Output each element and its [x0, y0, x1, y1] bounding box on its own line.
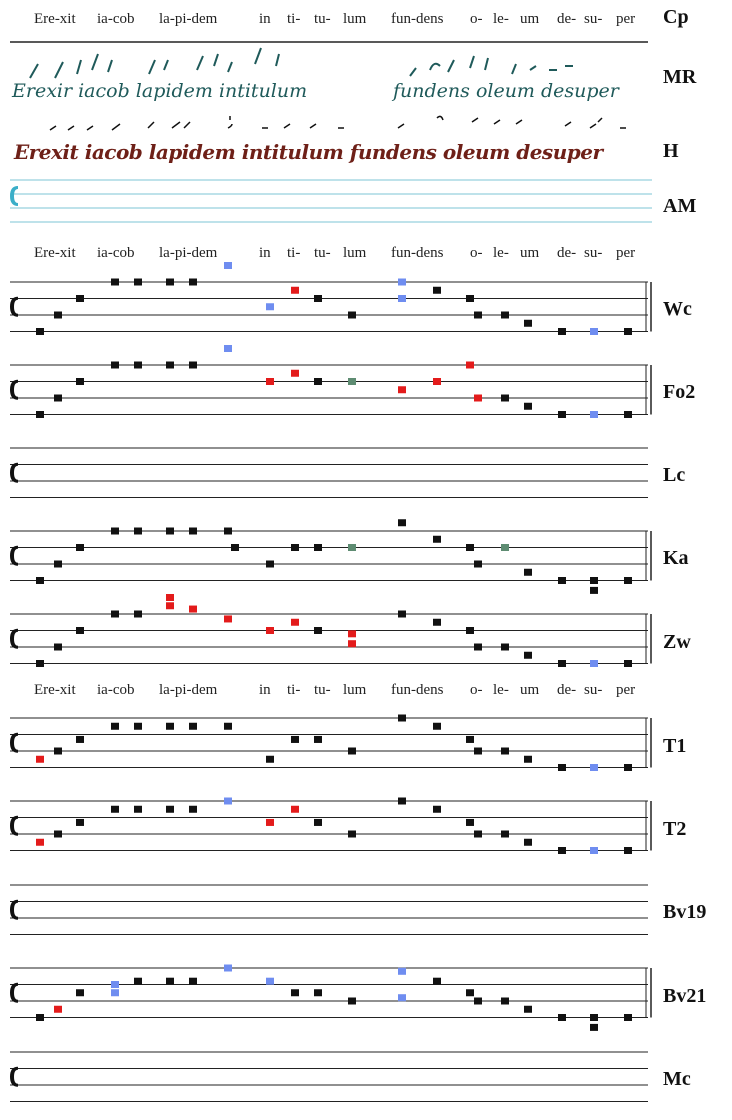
neume-note [466, 736, 474, 743]
neume-note [474, 998, 482, 1005]
neume-note [111, 362, 119, 369]
neume-note [36, 1014, 44, 1021]
neume-note [134, 362, 142, 369]
row-label-mr: MR [663, 66, 697, 88]
neume-note [501, 998, 509, 1005]
syllable: tu- [314, 682, 331, 698]
syllable: lum [343, 245, 367, 261]
syllable: tu- [314, 245, 331, 261]
neume-note [36, 328, 44, 335]
neume-note [348, 312, 356, 319]
neume-note [348, 748, 356, 755]
neume-note [501, 544, 509, 551]
neume-note [433, 978, 441, 985]
neume-note [36, 411, 44, 418]
syllable: o- [470, 682, 483, 698]
neume-note [54, 395, 62, 402]
neume-note [111, 528, 119, 535]
neume-note [166, 602, 174, 609]
syllable: su- [584, 682, 603, 698]
neume-note [501, 748, 509, 755]
neume-note [189, 978, 197, 985]
neume-note [590, 328, 598, 335]
neume-note [466, 819, 474, 826]
syllable: ia-cob [97, 11, 135, 27]
mr-manuscript-text-b: fundens oleum desuper [393, 80, 619, 102]
neume-note [348, 998, 356, 1005]
neume-note [166, 528, 174, 535]
neume-note [348, 640, 356, 647]
row-label-t2: T2 [663, 818, 687, 840]
neume-note [398, 519, 406, 526]
row-label-bv19: Bv19 [663, 901, 707, 923]
neume-note [76, 295, 84, 302]
neume-note [266, 756, 274, 763]
neume-note [433, 723, 441, 730]
neume-note [624, 411, 632, 418]
syllable: le- [493, 682, 509, 698]
neume-note [76, 819, 84, 826]
neume-note [134, 806, 142, 813]
neume-note [54, 831, 62, 838]
neume-note [291, 736, 299, 743]
neume-note [466, 362, 474, 369]
syllable: ia-cob [97, 245, 135, 261]
row-label-bv21: Bv21 [663, 985, 707, 1007]
syllable: um [520, 245, 540, 261]
neume-note [590, 411, 598, 418]
neume-note [590, 1014, 598, 1021]
neume-note [111, 611, 119, 618]
neume-note [291, 619, 299, 626]
neume-note [624, 847, 632, 854]
neume-note [466, 544, 474, 551]
neume-note [474, 644, 482, 651]
syllable: Ere-xit [34, 245, 76, 261]
neume-note [291, 989, 299, 996]
neume-note [474, 395, 482, 402]
syllable: de- [557, 682, 577, 698]
neume-note [474, 831, 482, 838]
neume-note [558, 847, 566, 854]
row-label-wc: Wc [663, 298, 692, 320]
neume-note [224, 965, 232, 972]
neume-note [266, 378, 274, 385]
neume-note [111, 989, 119, 996]
syllable: de- [557, 11, 577, 27]
neume-note [398, 798, 406, 805]
clef-icon [10, 297, 18, 317]
syllable: la-pi-dem [159, 245, 218, 261]
neume-note [134, 611, 142, 618]
neume-note [474, 312, 482, 319]
neume-note [314, 295, 322, 302]
neume-note [166, 723, 174, 730]
syllable: ti- [287, 682, 301, 698]
clef-icon [10, 816, 18, 836]
syllable: o- [470, 11, 483, 27]
neume-note [524, 320, 532, 327]
neume-note [76, 378, 84, 385]
neume-note [501, 395, 509, 402]
clef-icon [10, 1067, 18, 1087]
neume-note [54, 644, 62, 651]
neume-note [36, 756, 44, 763]
neume-note [558, 577, 566, 584]
syllable: su- [584, 11, 603, 27]
neume-note [36, 660, 44, 667]
neume-note [314, 378, 322, 385]
h-neumes [50, 116, 626, 130]
neume-note [189, 362, 197, 369]
syllable: le- [493, 245, 509, 261]
h-manuscript-text: Erexit iacob lapidem intitulum fundens oleum desuper [14, 140, 603, 164]
syllable: Ere-xit [34, 682, 76, 698]
neume-note [558, 1014, 566, 1021]
neume-note [76, 736, 84, 743]
neume-note [36, 577, 44, 584]
syllable: um [520, 11, 540, 27]
neume-note [590, 847, 598, 854]
clef-icon [10, 380, 18, 400]
neume-note [314, 989, 322, 996]
syllable: ti- [287, 245, 301, 261]
neume-note [348, 544, 356, 551]
neume-note [189, 279, 197, 286]
neume-note [291, 370, 299, 377]
neume-note [291, 544, 299, 551]
row-label-fo2: Fo2 [663, 381, 696, 403]
mr-neume-strokes [30, 48, 573, 78]
syllable: per [616, 11, 636, 27]
neume-note [398, 611, 406, 618]
neume-note [501, 312, 509, 319]
syllable: per [616, 682, 636, 698]
row-label-t1: T1 [663, 735, 687, 757]
clef-icon [10, 546, 18, 566]
neume-note [224, 723, 232, 730]
neume-note [224, 528, 232, 535]
neume-note [398, 386, 406, 393]
syllable: in [259, 682, 271, 698]
neume-note [433, 806, 441, 813]
row-label-cp: Cp [663, 6, 689, 28]
neume-note [266, 561, 274, 568]
syllable: ti- [287, 11, 301, 27]
neume-note [166, 978, 174, 985]
neume-note [501, 644, 509, 651]
neume-note [348, 831, 356, 838]
syllable: fun-dens [391, 245, 444, 261]
neume-note [266, 819, 274, 826]
syllable: in [259, 245, 271, 261]
neume-note [348, 378, 356, 385]
neume-note [558, 660, 566, 667]
neume-note [111, 806, 119, 813]
neume-note [189, 528, 197, 535]
neume-note [314, 736, 322, 743]
neume-note [524, 652, 532, 659]
neume-note [624, 1014, 632, 1021]
syllable: lum [343, 11, 367, 27]
syllable: fun-dens [391, 682, 444, 698]
neume-note [291, 287, 299, 294]
syllable: um [520, 682, 540, 698]
neume-note [624, 660, 632, 667]
mr-manuscript-text-a: Erexir iacob lapidem intitulum [12, 80, 308, 102]
neume-note [433, 378, 441, 385]
neume-note [134, 723, 142, 730]
clef-icon [10, 983, 18, 1003]
neume-note [54, 312, 62, 319]
neume-note [111, 279, 119, 286]
neume-note [76, 989, 84, 996]
neume-note [36, 839, 44, 846]
neume-note [433, 536, 441, 543]
neume-note [76, 627, 84, 634]
neume-note [558, 764, 566, 771]
neume-note [266, 627, 274, 634]
neume-note [524, 839, 532, 846]
neume-note [398, 715, 406, 722]
neume-note [398, 994, 406, 1001]
neume-note [224, 798, 232, 805]
syllable: o- [470, 245, 483, 261]
am-staff [10, 180, 652, 222]
neume-note [398, 295, 406, 302]
row-label-h: H [663, 140, 679, 162]
row-label-zw: Zw [663, 631, 691, 653]
clef-icon [10, 463, 18, 483]
neume-note [466, 295, 474, 302]
clef-icon [10, 629, 18, 649]
neume-note [590, 660, 598, 667]
neume-note [398, 279, 406, 286]
clef-icon [10, 733, 18, 753]
neume-note [134, 978, 142, 985]
neume-note [224, 262, 232, 269]
neume-note [624, 328, 632, 335]
neume-note [134, 279, 142, 286]
syllable: de- [557, 245, 577, 261]
neume-note [398, 968, 406, 975]
am-clef-icon [10, 186, 18, 206]
neume-note [54, 1006, 62, 1013]
syllable: per [616, 245, 636, 261]
syllable: le- [493, 11, 509, 27]
neume-note [501, 831, 509, 838]
neume-note [314, 627, 322, 634]
neume-note [558, 328, 566, 335]
neume-note [348, 630, 356, 637]
neume-note [166, 279, 174, 286]
row-label-ka: Ka [663, 547, 689, 569]
neume-note [266, 978, 274, 985]
syllable: fun-dens [391, 11, 444, 27]
neume-note [54, 561, 62, 568]
neume-note [433, 287, 441, 294]
neume-note [314, 819, 322, 826]
neume-note [166, 594, 174, 601]
row-label-lc: Lc [663, 464, 686, 486]
neume-note [166, 806, 174, 813]
neume-note [474, 561, 482, 568]
neume-note [134, 528, 142, 535]
mr-neumes [30, 48, 573, 78]
neume-note [558, 411, 566, 418]
syllable: la-pi-dem [159, 11, 218, 27]
row-label-am: AM [663, 195, 697, 217]
syllable: la-pi-dem [159, 682, 218, 698]
neume-note [76, 544, 84, 551]
neume-note [524, 756, 532, 763]
neume-note [266, 303, 274, 310]
neume-note [189, 723, 197, 730]
neume-note [624, 764, 632, 771]
neume-note [466, 627, 474, 634]
syllable: lum [343, 682, 367, 698]
neume-note [524, 569, 532, 576]
neume-note [291, 806, 299, 813]
neume-note [433, 619, 441, 626]
neume-note [624, 577, 632, 584]
h-neume-strokes [50, 116, 626, 130]
neume-note [524, 1006, 532, 1013]
neume-note [224, 615, 232, 622]
syllable: su- [584, 245, 603, 261]
syllable: in [259, 11, 271, 27]
neume-note [524, 403, 532, 410]
neume-note [54, 748, 62, 755]
neume-note [111, 723, 119, 730]
syllable: tu- [314, 11, 331, 27]
neume-note [111, 981, 119, 988]
neume-note [189, 806, 197, 813]
row-label-mc: Mc [663, 1068, 691, 1090]
neume-note [224, 345, 232, 352]
neume-note [166, 362, 174, 369]
neume-note [474, 748, 482, 755]
neume-note [466, 989, 474, 996]
syllable: ia-cob [97, 682, 135, 698]
neume-note [590, 577, 598, 584]
neume-note [590, 1024, 598, 1031]
clef-icon [10, 900, 18, 920]
syllable: Ere-xit [34, 11, 76, 27]
neume-note [231, 544, 239, 551]
neume-note [189, 606, 197, 613]
neume-note [590, 587, 598, 594]
neume-note [314, 544, 322, 551]
neume-note [590, 764, 598, 771]
